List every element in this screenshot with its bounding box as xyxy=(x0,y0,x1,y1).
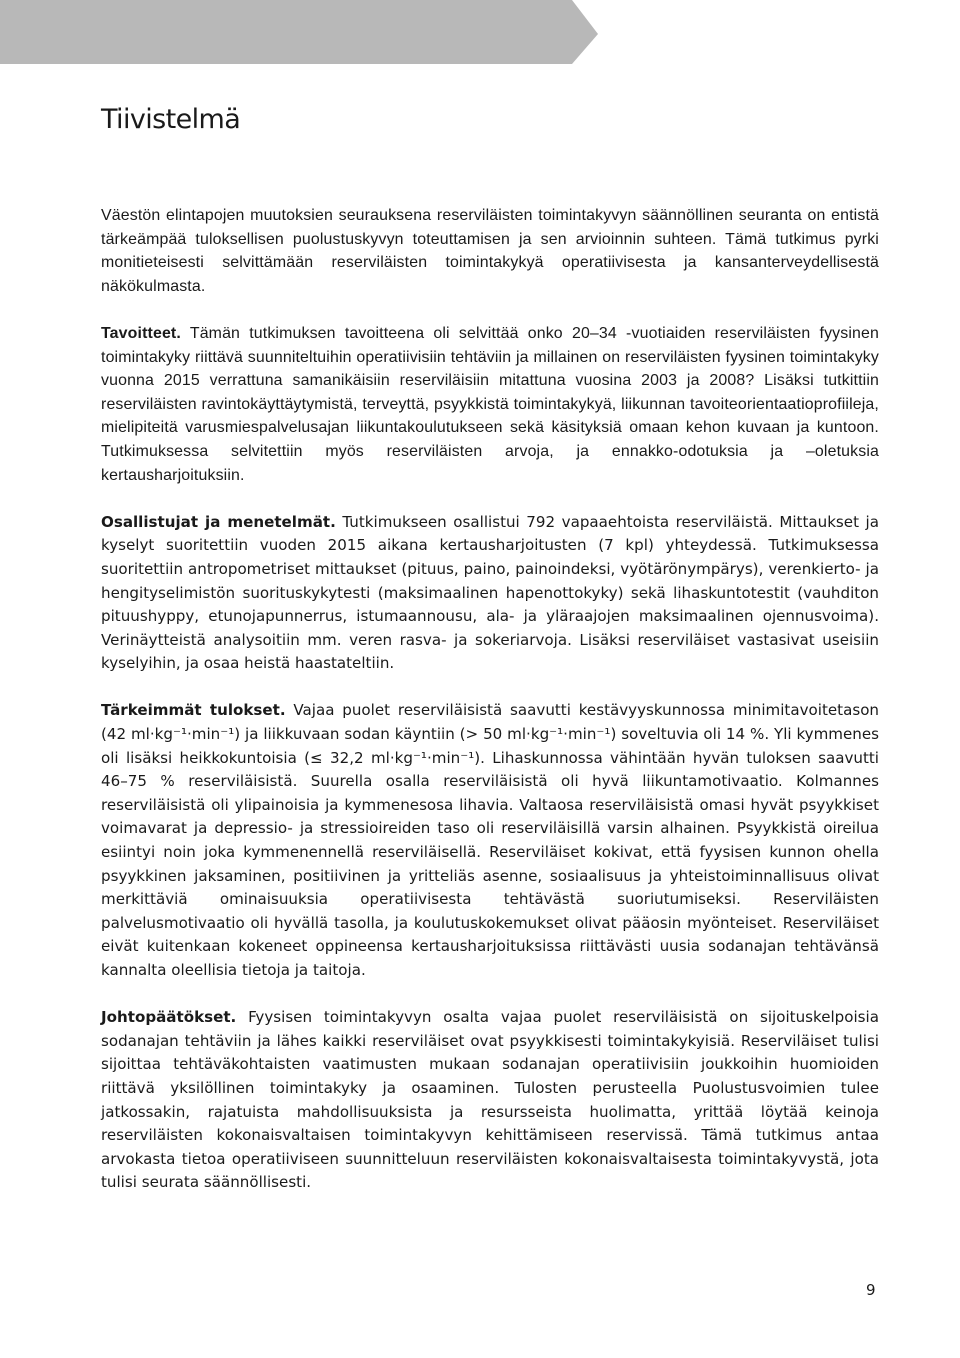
abstract-body xyxy=(101,204,879,1219)
page-title: Tiivistelmä xyxy=(101,104,241,135)
section-goals-heading: Tavoitteet. xyxy=(101,324,181,342)
section-goals xyxy=(101,322,879,487)
page-number: 9 xyxy=(866,1281,876,1299)
header-decoration xyxy=(0,0,960,64)
section-results-heading: Tärkeimmät tulokset. xyxy=(101,701,286,720)
section-methods xyxy=(101,511,879,676)
section-methods-text: Tutkimukseen osallistui 792 vapaaehtoista reserviläistä. Mittaukset ja kyselyt suoritettiin vuoden 2015 aikana kertausharjoitusten (7 kpl) yhteydessä. Tutkimuksessa suoritettiin antropometriset mittaukset (pituus, paino, painoindeksi, vyötärönympärys), verenkierto- ja hengityselimistön suorituskykytesti (maksimaalinen hapenottokyky) sekä lihaskuntotestit (vauhditon pituushyppy, etunojapunnerrus, istumaannousu, ala- ja yläraajojen maksimaalinen ojennusvoima). Verinäytteistä analysoitiin mm. veren rasva- ja sokeriarvoja. Lisäksi reserviläiset vastasivat useisiin kyselyihin, ja osaa heistä haastateltiin. xyxy=(101,512,879,673)
section-conclusions xyxy=(101,1006,879,1195)
section-methods-heading: Osallistujat ja menetelmät. xyxy=(101,512,336,531)
header-accent-shape xyxy=(0,0,598,64)
section-goals-text: Tämän tutkimuksen tavoitteena oli selvittää onko 20–34 -vuotiaiden reserviläisten fyysinen toimintakyky riittävä suunniteltuihin operatiivisiin tehtäviin ja millainen on reserviläisten fyysinen toimintakyky vuonna 2015 verrattuna samanikäisiin reserviläisiin mitattuna vuosina 2003 ja 2008? Lisäksi tutkittiin reserviläisten ravintokäyttäytymistä, terveyttä, psyykkistä toimintakykyä, liikunnan tavoiteorientaatioprofiileja, mielipiteitä varusmiespalvelusajan liikuntakoulutukseen sekä käsityksiä omaan kehon kuvaan ja kuntoon. Tutkimuksessa selvitettiin myös reserviläisten arvoja, ja ennakko-odotuksia ja –oletuksia kertausharjoituksiin. xyxy=(101,324,879,484)
section-results xyxy=(101,699,879,982)
intro-paragraph: Väestön elintapojen muutoksien seurauksena reserviläisten toimintakyvyn säännöllinen seuranta on entistä tärkeämpää tuloksellisen puolustuskyvyn toteuttamisen ja sen arvioinnin suhteen. Tämä tutkimus pyrki monitieteisesti selvittämään reserviläisten toimintakykyä operatiivisesta ja kansanterveydellisestä näkökulmasta. xyxy=(101,207,879,295)
section-conclusions-heading: Johtopäätökset. xyxy=(101,1008,237,1027)
section-conclusions-text: Fyysisen toimintakyvyn osalta vajaa puolet reserviläisistä on sijoituskelpoisia sodanajan tehtäviin ja lähes kaikki reserviläiset ovat psyykkisesti toimintakykyisiä. Reserviläiset tulisi sijoittaa tehtäväkohtaisten vaatimusten mukaan sodanajan operatiivisiin joukkoihin huomioiden riittävä yksilöllinen toimintakyky ja osaaminen. Tulosten perusteella Puolustusvoimien tulee jatkossakin, rajatuista mahdollisuuksista ja resursseista huolimatta, yrittää löytää keinoja reserviläisten kokonaisvaltaisen toimintakyvyn kehittämiseen reservissä. Tämä tutkimus antaa arvokasta tietoa operatiiviseen suunnitteluun reserviläisten kokonaisvaltaisesta toimintakyvystä, jota tulisi seurata säännöllisesti. xyxy=(101,1008,879,1192)
section-results-text: Vajaa puolet reserviläisistä saavutti kestävyyskunnossa minimitavoitetason (42 ml·kg⁻¹·min⁻¹) ja liikkuvaan sodan käyntiin (> 50 ml·kg⁻¹·min⁻¹) soveltuvia oli 14 %. Yli kymmenes oli lisäksi heikkokuntoisia (≤ 32,2 ml·kg⁻¹·min⁻¹). Lihaskunnossa vähintään hyvän tuloksen saavutti 46–75 % reserviläisistä. Suurella osalla reserviläisistä oli hyvä liikuntamotivaatio. Kolmannes reserviläisistä oli ylipainoisia ja kymmenesosa lihavia. Valtaosa reserviläisistä omasi hyvät psyykkiset voimavarat ja depressio- ja stressioireiden taso oli reserviläisillä varsin alhainen. Psyykkistä oireilua esiintyi noin joka kymmenennellä reserviläisellä. Reserviläiset kokivat, että fyysisen kunnon ohella psyykkinen jaksaminen, positiivinen ja yritteliäs asenne, sosiaalisuus ja yhteistoiminnallisuus olivat merkittäviä ominaisuuksia operatiivisesta tehtävästä suoriutumiseksi. Reserviläisten palvelusmotivaatio oli hyvällä tasolla, ja koulutuskokemukset olivat pääosin myönteiset. Reserviläiset eivät kuitenkaan kokeneet oppineensa kertausharjoituksissa riittävästi uusia sodanajan tehtävänsä kannalta oleellisia tietoja ja taitoja. xyxy=(101,701,879,979)
